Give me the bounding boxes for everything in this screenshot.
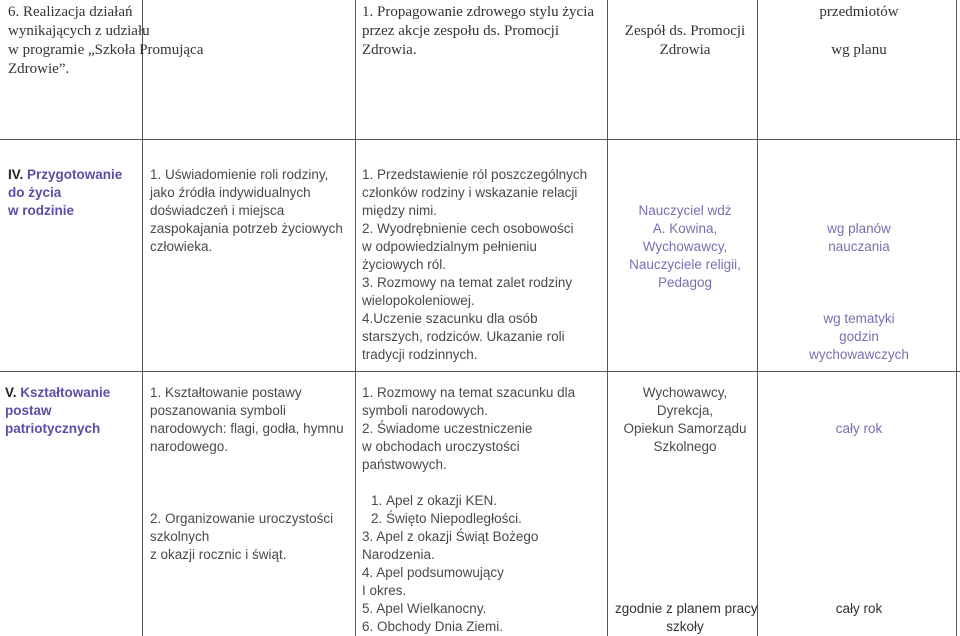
section-5-goal-1: 1. Kształtowanie postawy poszanowania symboli narodowych: flagi, godła, hymnu narodowego.: [150, 385, 344, 454]
section-4-term: wg planów nauczania: [827, 221, 891, 254]
column-divider: [757, 0, 758, 636]
section-5-forms-1: 1. Rozmowy na temat szacunku dla symboli narodowych. 2. Świadome uczestniczenie w obchodach uroczystości państwowych.: [362, 385, 576, 472]
events-list: [362, 492, 607, 528]
section-5-title: V. Kształtowanie postaw patriotycznych: [5, 385, 111, 436]
section-4-responsible: Nauczyciel wdż A. Kowina, Wychowawcy, Nauczyciele religii, Pedagog: [629, 203, 741, 290]
section-5-responsible-2: zgodnie z planem pracy szkoły: [615, 601, 758, 634]
section-5-forms-2: 1. Apel z okazji KEN. 2. Święto Niepodległości. 3. Apel z okazji Świąt Bożego Narodzenia. 4. Apel podsumowujący I okres. 5. Apel Wielkanocny. 6. Obchody Dnia Ziemi.: [362, 492, 607, 636]
column-divider: [956, 0, 957, 636]
row-divider: [0, 139, 960, 140]
row-divider: [0, 371, 960, 372]
section-4-goals: 1. Uświadomienie roli rodziny, jako źródła indywidualnych doświadczeń i miejsca zaspokajania potrzeb życiowych człowieka.: [150, 167, 343, 254]
section-5-term-2: cały rok: [835, 601, 883, 616]
section-6-term: przedmiotów wg planu: [819, 4, 899, 58]
section-4-forms: 1. Przedstawienie ról poszczególnych członków rodziny i wskazanie relacji między nimi. 2. Wyodrębnienie cech osobowości w odpowiedzialnym pełnieniu życiowych ról. 3. Rozmowy na temat zalet rodziny wielopokoleniowej. 4.Uczenie szacunku dla osób starszych, rodziców. Ukazanie roli tradycji rodzinnych.: [362, 167, 588, 362]
section-5-responsible-1: Wychowawcy, Dyrekcja, Opiekun Samorządu Szkolnego: [623, 385, 747, 454]
column-divider: [355, 0, 356, 636]
section-6-responsible: Zespół ds. Promocji Zdrowia: [624, 23, 746, 58]
column-divider: [607, 0, 608, 636]
section-4-title: IV. Przygotowanie do życia w rodzinie: [8, 167, 123, 218]
section-5-goal-2: 2. Organizowanie uroczystości szkolnych z okazji rocznic i świąt.: [150, 511, 334, 562]
column-divider: [142, 0, 143, 636]
list-item: 1. Apel z okazji KEN.: [386, 492, 607, 510]
section-6-title: 6. Realizacja działań wynikających z udziału w programie „Szkoła Promująca Zdrowie”.: [8, 4, 204, 77]
section-4-term-homeroom: wg tematyki godzin wychowawczych: [809, 311, 909, 362]
section-6-forms: 1. Propagowanie zdrowego stylu życia przez akcje zespołu ds. Promocji Zdrowia.: [362, 4, 595, 58]
section-5-term-1: cały rok: [835, 421, 883, 436]
list-item: 2. Święto Niepodległości.: [386, 510, 607, 528]
